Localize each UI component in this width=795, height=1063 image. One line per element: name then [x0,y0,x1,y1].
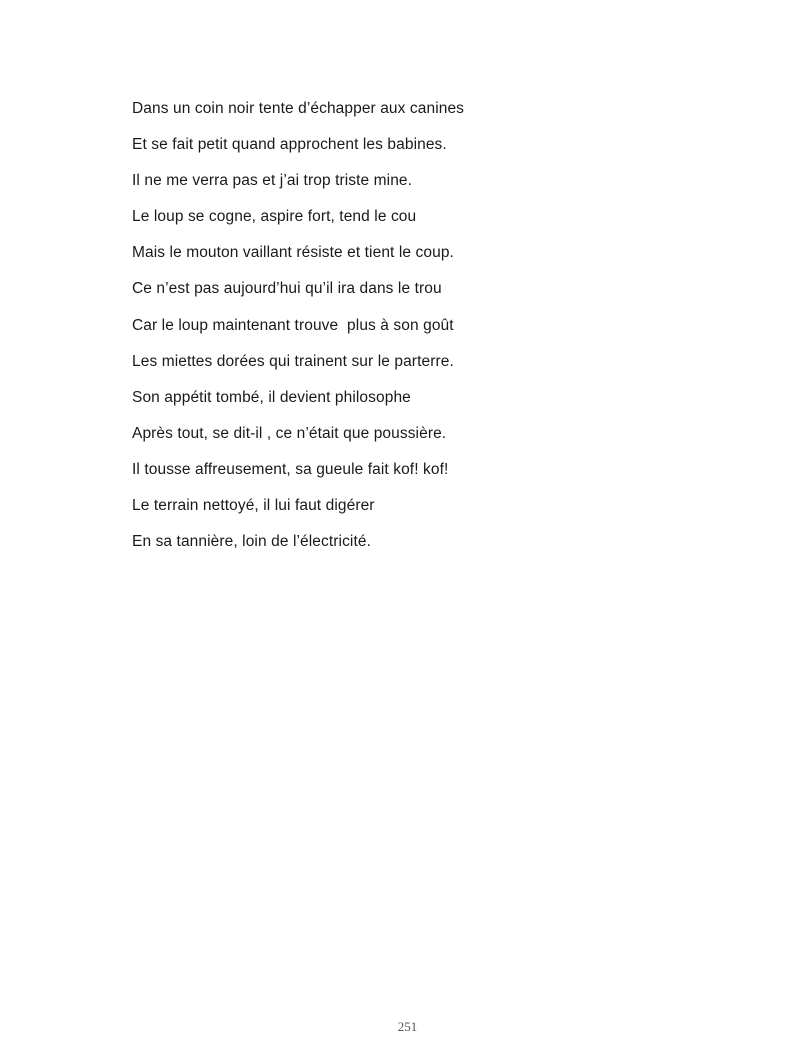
poem-line: Les miettes dorées qui trainent sur le parterre. [132,352,454,370]
poem-line: Il tousse affreusement, sa gueule fait kof! kof! [132,460,449,478]
poem-line: Mais le mouton vaillant résiste et tient le coup. [132,244,454,262]
poem-line: Le loup se cogne, aspire fort, tend le cou [132,208,417,226]
poem-line: Car le loup maintenant trouve plus à son goût [132,316,454,334]
page-number: 251 [397,1019,418,1034]
poem-line: Ce n’est pas aujourd’hui qu’il ira dans le trou [132,280,442,298]
poem-line: Son appétit tombé, il devient philosophe [132,388,411,406]
poem-line: Et se fait petit quand approchent les babines. [132,136,447,154]
poem-stanza [132,98,464,567]
poem-line: Il ne me verra pas et j’ai trop triste mine. [132,172,413,190]
poem-line: En sa tannière, loin de l’électricité. [132,533,372,551]
poem-line: Dans un coin noir tente d’échapper aux canines [132,100,465,117]
poem-line: Le terrain nettoyé, il lui faut digérer [132,497,375,515]
poem-line: Après tout, se dit-il , ce n’était que poussière. [132,424,447,442]
